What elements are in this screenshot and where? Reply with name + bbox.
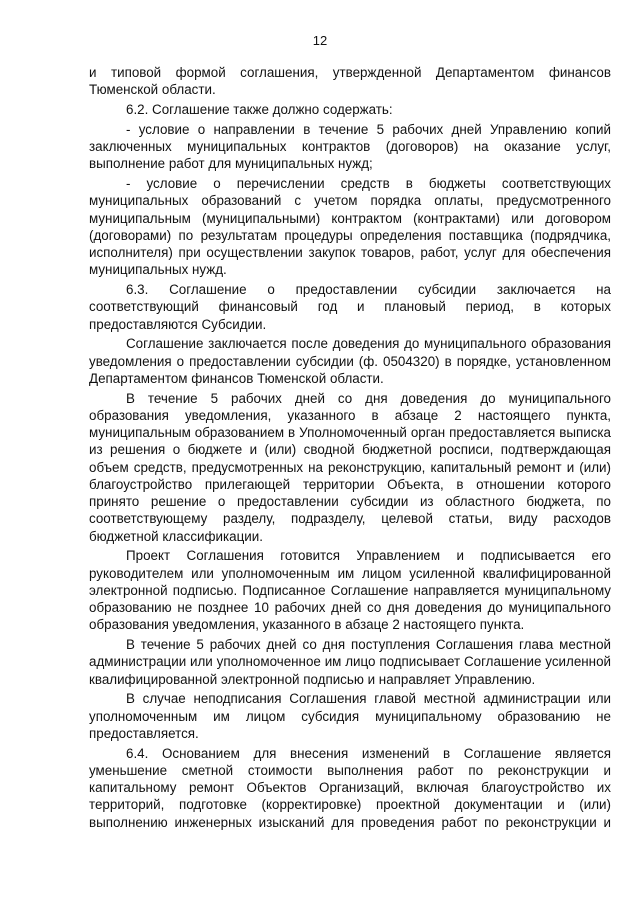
paragraph-draft-agreement: Проект Соглашения готовится Управлением и подписывается его руководителем или уполномоченным им лицом усиленной квалифицированной электронной подписью. Подписанное Соглашение направляется муниципальному образованию не позднее 10 рабочих дней со дня доведения до муниципального образования уведомления, указанного в абзаце 2 настоящего пункта. bbox=[89, 548, 611, 633]
paragraph-continuation: и типовой формой соглашения, утвержденной Департаментом финансов Тюменской области. bbox=[89, 65, 611, 98]
page-number: 12 bbox=[312, 33, 328, 48]
paragraph-6-4: 6.4. Основанием для внесения изменений в Соглашение является уменьшение сметной стоимости выполнения работ по реконструкции и капитальному ремонт Объектов Организаций, включая благоустройство их территорий, подготовке (корректировке) проектной документации и (или) выполнению инженерных изысканий для проведения работ по реконструкции и bbox=[89, 745, 611, 830]
document-body bbox=[89, 64, 611, 831]
paragraph-not-signed: В случае неподписания Соглашения главой местной администрации или уполномоченным им лицом субсидия муниципальному образованию не предоставляется. bbox=[89, 691, 611, 741]
paragraph-agreement-concluded: Соглашение заключается после доведения до муниципального образования уведомления о предоставлении субсидии (ф. 0504320) в порядке, установленном Департаментом финансов Тюменской области. bbox=[89, 336, 611, 386]
paragraph-condition-transfer: - условие о перечислении средств в бюджеты соответствующих муниципальных образований с учетом порядка оплаты, предусмотренного муниципальным (муниципальными) контрактом (контрактами) или договором (договорами) по результатам процедуры определения поставщика (подрядчика, исполнителя) при осуществлении закупок товаров, работ, услуг для обеспечения муниципальных нужд. bbox=[89, 176, 611, 278]
paragraph-condition-copies: - условие о направлении в течение 5 рабочих дней Управлению копий заключенных муниципальных контрактов (договоров) на оказание услуг, выполнение работ для муниципальных нужд; bbox=[89, 121, 611, 172]
paragraph-signing: В течение 5 рабочих дней со дня поступления Соглашения глава местной администрации или уполномоченное им лицо подписывает Соглашение усиленной квалифицированной электронной подписью и направляет Управлению. bbox=[89, 637, 611, 687]
paragraph-budget-extract: В течение 5 рабочих дней со дня доведения до муниципального образования уведомления, указанного в абзаце 2 настоящего пункта, муниципальным образованием в Уполномоченный орган предоставляется выписка из решения о бюджете и (или) сводной бюджетной росписи, подтверждающая объем средств, предусмотренных на реконструкцию, капитальный ремонт и (или) благоустройство прилегающей территории Объекта, в отношении которого принято решение о предоставлении субсидии из областного бюджета, по соответствующему разделу, подразделу, целевой статьи, виду расходов бюджетной классификации. bbox=[89, 390, 611, 544]
paragraph-6-3: 6.3. Соглашение о предоставлении субсидии заключается на соответствующий финансовый год и плановый период, в которых предоставляются Субсидии. bbox=[89, 282, 611, 332]
paragraph-6-2-heading: 6.2. Соглашение также должно содержать: bbox=[126, 102, 393, 117]
